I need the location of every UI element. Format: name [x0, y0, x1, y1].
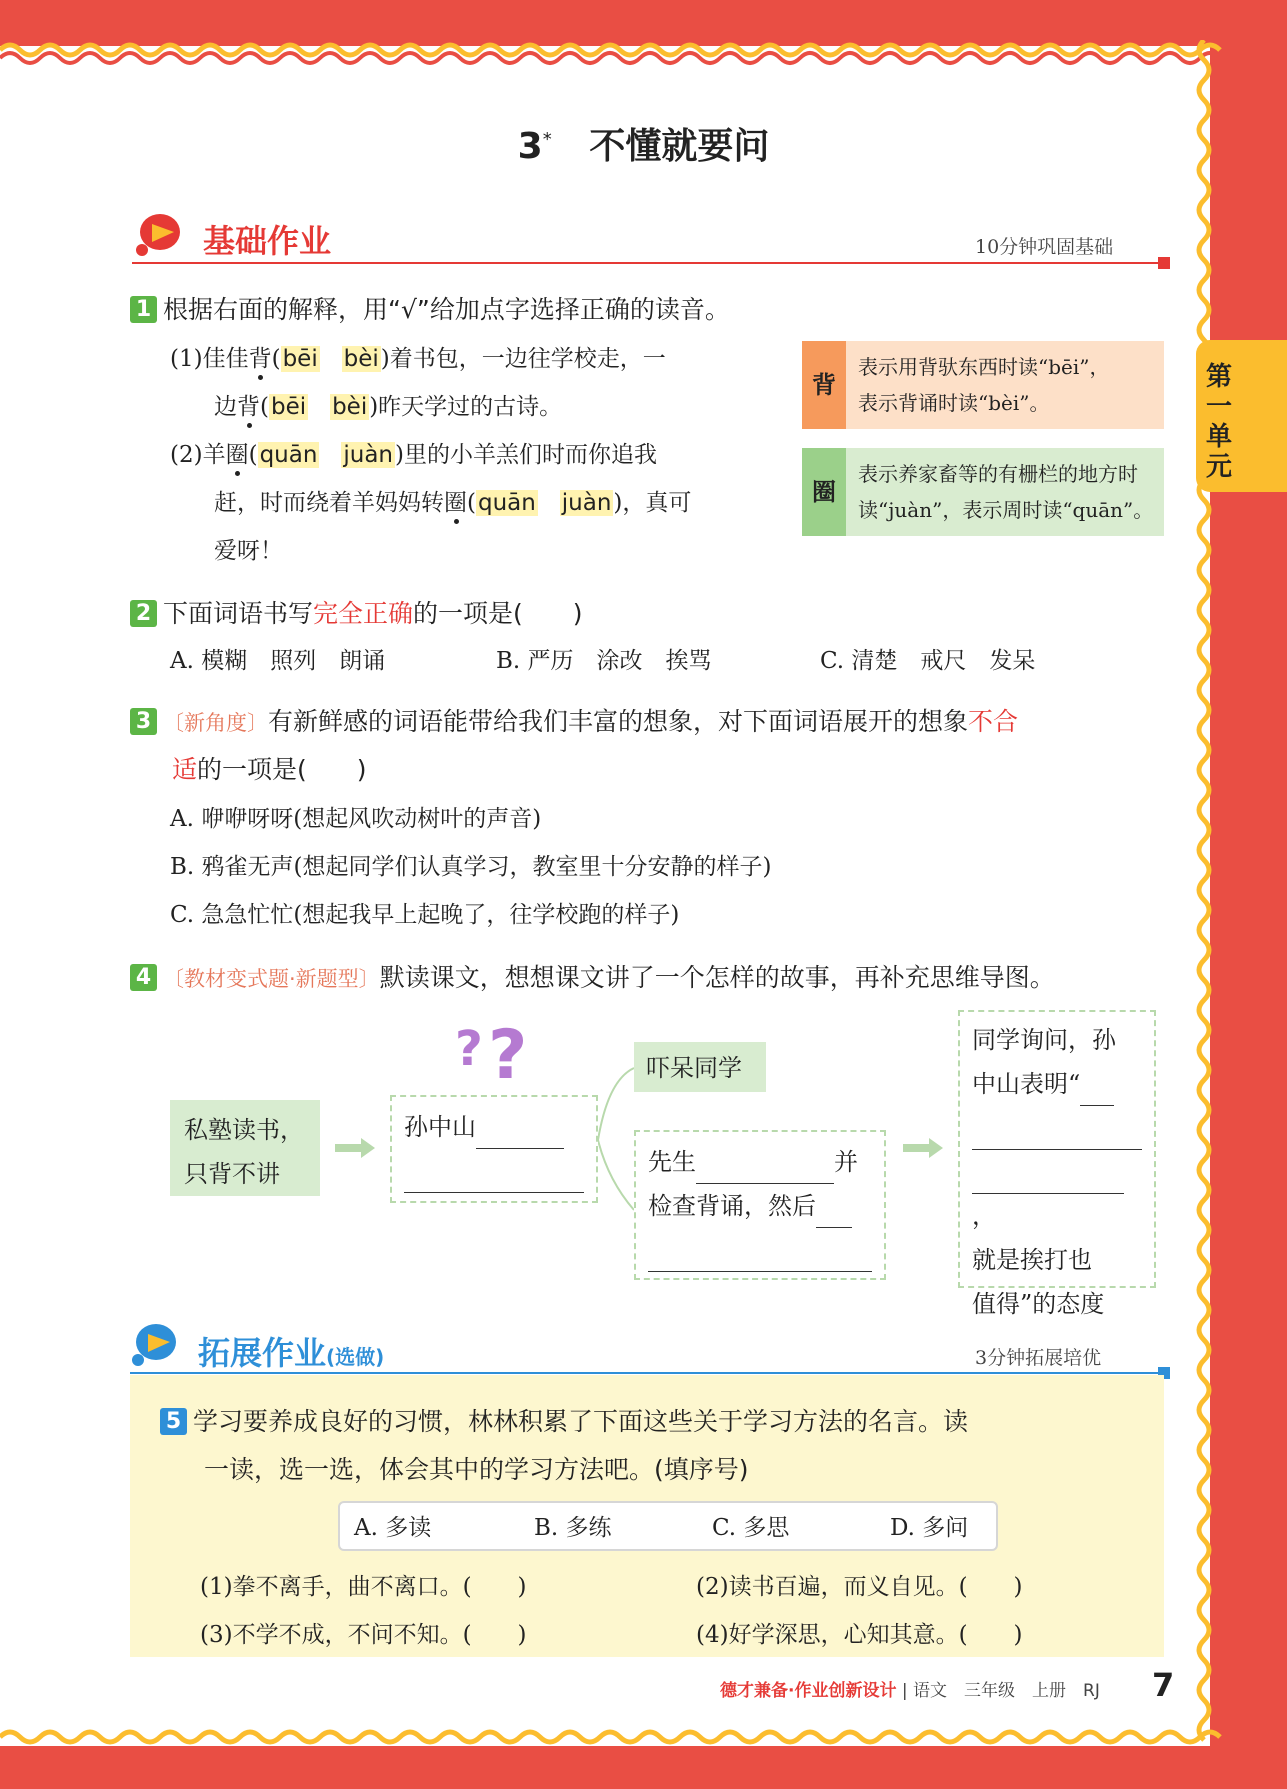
- q5-item-1[interactable]: (1)拳不离手，曲不离口。( ): [200, 1574, 527, 1600]
- svg-text:?: ?: [488, 1016, 528, 1085]
- basic-section-note: 10分钟巩固基础: [975, 236, 1114, 258]
- q3-stem: 3 〔新角度〕有新鲜感的词语能带给我们丰富的想象，对下面词语展开的想象不合: [130, 702, 1018, 738]
- q5-option: B. 多练: [534, 1515, 612, 1541]
- pinyin-option[interactable]: bèi: [332, 394, 368, 420]
- footer-brand: 德才兼备·作业创新设计: [720, 1681, 897, 1701]
- explain-box-text: 表示用背驮东西时读“bēi”， 表示背诵时读“bèi”。: [858, 355, 1110, 415]
- pinyin-option[interactable]: juàn: [343, 442, 394, 468]
- q1-number: 1: [130, 296, 157, 323]
- mindmap-node-start: 私塾读书， 只背不讲: [170, 1100, 320, 1196]
- lesson-star: *: [542, 129, 552, 150]
- q1-line4: 赶，时而绕着羊妈妈转圈(quān juàn)，真可: [214, 490, 692, 516]
- bell-icon: [128, 1318, 180, 1370]
- q3-option-c[interactable]: C. 急急忙忙(想起我早上起晚了，往学校跑的样子): [170, 902, 680, 928]
- answer-blank[interactable]: [972, 1193, 1124, 1194]
- q5-stem-cont: 一读，选一选，体会其中的学习方法吧。(填序号): [204, 1455, 749, 1484]
- q1-line2: 边背(bēi bèi)昨天学过的古诗。: [214, 394, 563, 420]
- q2-option-c[interactable]: C. 清楚 戒尺 发呆: [820, 648, 1036, 674]
- dotted-char: 背: [248, 346, 272, 372]
- q2-number: 2: [130, 600, 157, 627]
- footer-info: 语文 三年级 上册 RJ: [913, 1681, 1100, 1701]
- q2-stem: 2 下面词语书写完全正确的一项是( ): [130, 594, 583, 630]
- wavy-border-right: [1190, 40, 1220, 1760]
- pinyin-option[interactable]: juàn: [561, 490, 612, 516]
- pinyin-option[interactable]: bēi: [270, 394, 307, 420]
- q3-number: 3: [130, 708, 157, 735]
- bell-icon: [132, 210, 184, 258]
- q1-stem: [130, 290, 730, 326]
- explain-box-label: 圈: [802, 448, 846, 536]
- mindmap-node-sun: 孙中山: [390, 1095, 598, 1203]
- mindmap-node-result: 同学询问，孙 中山表明“ ， 就是挨打也 值得”的态度: [958, 1010, 1156, 1288]
- wavy-border-bottom: [0, 1725, 1230, 1755]
- q5-stem: 5 学习要养成良好的习惯，林林积累了下面这些关于学习方法的名言。读: [160, 1402, 968, 1438]
- basic-section-title: 基础作业: [203, 222, 332, 260]
- q1-line1: (1)佳佳背(bēi bèi)着书包，一边往学校走，一: [170, 346, 666, 372]
- explain-box-quan: [802, 448, 1164, 536]
- ext-section-title: 拓展作业(选做): [198, 1334, 385, 1372]
- answer-blank[interactable]: [404, 1192, 584, 1193]
- dotted-char: 圈: [444, 490, 467, 516]
- dotted-char: 圈: [225, 442, 249, 468]
- ext-section-divider: [130, 1372, 1164, 1374]
- q3-tag: 〔新角度〕: [163, 711, 268, 735]
- lesson-title: 不懂就要问: [589, 126, 770, 167]
- page-number: 7: [1152, 1666, 1175, 1704]
- pinyin-option[interactable]: quān: [477, 490, 536, 516]
- q5-item-3[interactable]: (3)不学不成，不问不知。( ): [200, 1622, 527, 1648]
- explain-box-bei: [802, 341, 1164, 429]
- q3-option-b[interactable]: B. 鸦雀无声(想起同学们认真学习，教室里十分安静的样子): [170, 854, 772, 880]
- q4-stem: 4 〔教材变式题·新题型〕默读课文，想想课文讲了一个怎样的故事，再补充思维导图。: [130, 958, 1055, 994]
- lesson-number: 3: [517, 126, 543, 167]
- ext-section-optional: (选做): [326, 1345, 385, 1369]
- pinyin-option[interactable]: quān: [259, 442, 318, 468]
- svg-text:?: ?: [455, 1021, 483, 1077]
- q5-option: C. 多思: [712, 1515, 790, 1541]
- q2-option-a[interactable]: A. 模糊 照列 朗诵: [170, 648, 386, 674]
- ext-section-note: 3分钟拓展培优: [975, 1347, 1102, 1369]
- q2-option-b[interactable]: B. 严历 涂改 挨骂: [496, 648, 712, 674]
- q4-number: 4: [130, 964, 157, 991]
- page-footer: 德才兼备·作业创新设计 | 语文 三年级 上册 RJ: [720, 1681, 1100, 1701]
- dotted-char: 背: [237, 394, 260, 420]
- q1-text: 根据右面的解释，用“√”给加点字选择正确的读音。: [163, 295, 730, 324]
- mindmap-node-scare: 吓呆同学: [634, 1042, 766, 1092]
- mindmap-node-teacher: 先生 并 检查背诵，然后: [634, 1130, 886, 1280]
- q1-line5: 爱呀！: [214, 538, 283, 564]
- explain-box-text: 表示养家畜等的有栅栏的地方时 读“juàn”，表示周时读“quān”。: [858, 462, 1154, 522]
- q3-stem-cont: 适的一项是( ): [172, 755, 367, 784]
- answer-blank[interactable]: [648, 1271, 872, 1272]
- pinyin-option[interactable]: bèi: [343, 346, 379, 372]
- q5-item-4[interactable]: (4)好学深思，心知其意。( ): [696, 1622, 1023, 1648]
- q5-item-2[interactable]: (2)读书百遍，而义自见。( ): [696, 1574, 1023, 1600]
- q5-option: D. 多问: [890, 1515, 969, 1541]
- q4-tag: 〔教材变式题·新题型〕: [163, 967, 380, 991]
- arrow-right-icon: [903, 1138, 943, 1158]
- pinyin-option[interactable]: bēi: [282, 346, 318, 372]
- arrow-right-icon: [335, 1138, 375, 1158]
- unit-tab-label: 第一单元: [1205, 362, 1232, 482]
- wavy-border-top: [0, 40, 1230, 70]
- page-title: [0, 118, 1287, 169]
- mindmap-branch-lines: [598, 1060, 634, 1220]
- q5-options-box: [338, 1501, 998, 1551]
- q3-option-a[interactable]: A. 咿咿呀呀(想起风吹动树叶的声音): [170, 806, 542, 832]
- q1-line3: (2)羊圈(quān juàn)里的小羊羔们时而你追我: [170, 442, 657, 468]
- explain-box-label: 背: [802, 341, 846, 429]
- basic-section-divider: [132, 262, 1164, 264]
- q5-option: A. 多读: [354, 1515, 432, 1541]
- question-marks-icon: [450, 1010, 550, 1085]
- q5-number: 5: [160, 1408, 187, 1435]
